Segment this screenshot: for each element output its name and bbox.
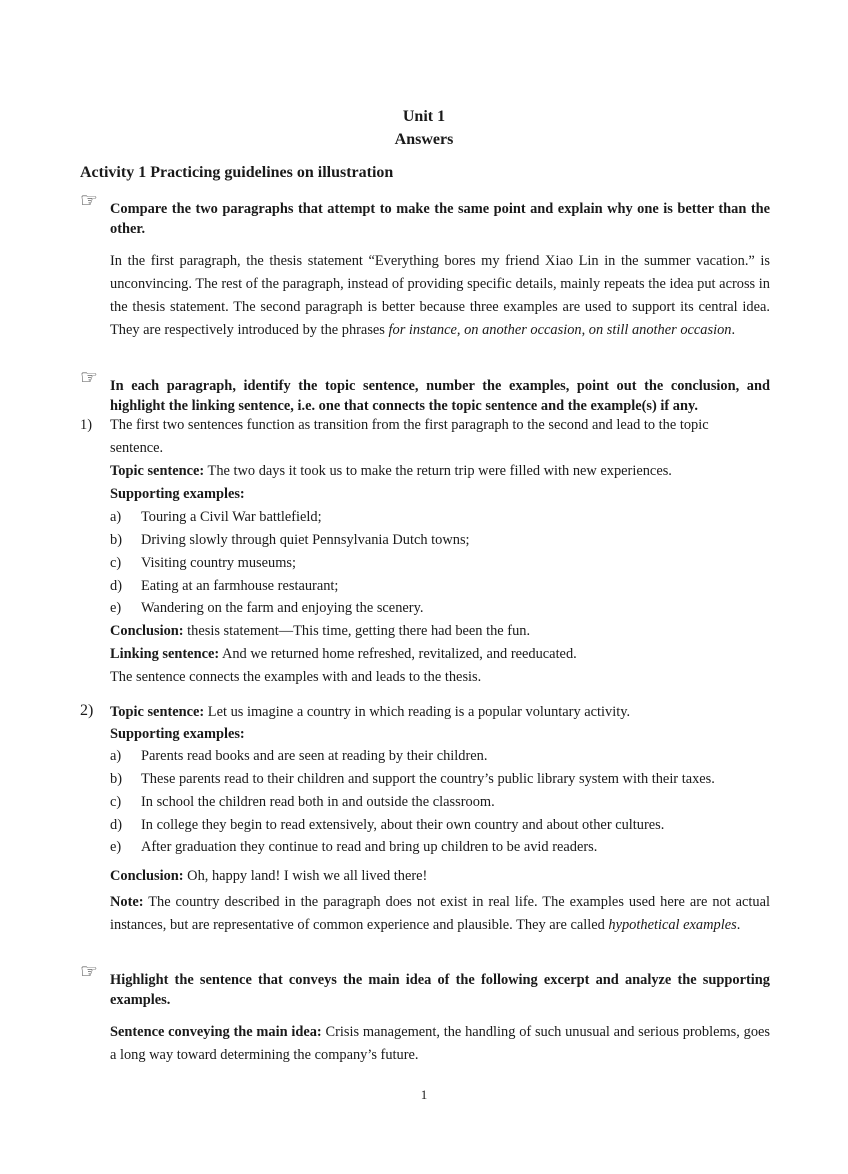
item2-conclusion [110, 868, 427, 885]
task3-instruction: Highlight the sentence that conveys the main idea of the following excerpt and analyze the supporting examples. [110, 972, 770, 1008]
example-letter: d) [110, 578, 122, 594]
topic-label: Topic sentence: [110, 463, 205, 479]
activity-heading: Activity 1 Practicing guidelines on illustration [80, 164, 394, 181]
item-number: 2) [80, 702, 94, 719]
linking-text: And we returned home refreshed, revitalized, and reeducated. [219, 646, 577, 662]
answers-title: Answers [394, 131, 454, 148]
conclusion-text: Oh, happy land! I wish we all lived there! [183, 868, 428, 884]
conclusion-text: thesis statement—This time, getting there had been the fun. [183, 623, 531, 639]
example-letter: a) [110, 509, 122, 525]
linking-label: Linking sentence: [110, 646, 220, 662]
example-text: Touring a Civil War battlefield; [141, 509, 322, 525]
pointing-hand-icon: ☞ [80, 961, 98, 983]
example-text: Wandering on the farm and enjoying the scenery. [141, 600, 424, 616]
pointing-hand-icon: ☞ [80, 367, 98, 389]
example-letter: e) [110, 839, 122, 855]
item1-conclusion [110, 623, 530, 640]
separator: , [456, 322, 465, 338]
topic-text: Let us imagine a country in which reading is a popular voluntary activity. [204, 704, 631, 720]
example-letter: b) [110, 771, 122, 787]
note-label: Note: [110, 894, 144, 910]
phrase-still-another: on still another occasion [588, 322, 732, 338]
example-letter: e) [110, 600, 122, 616]
example-text: Parents read books and are seen at reading by their children. [141, 748, 488, 764]
topic-text: The two days it took us to make the return trip were filled with new experiences. [204, 463, 672, 479]
conclusion-label: Conclusion: [110, 868, 184, 884]
main-idea-label: Sentence conveying the main idea: [110, 1024, 322, 1040]
page-number: 1 [420, 1087, 428, 1102]
phrase-for-instance: for instance [388, 322, 457, 338]
item2-note [110, 891, 770, 937]
example-text: Eating at an farmhouse restaurant; [141, 578, 339, 594]
main-idea-text: Crisis management, the handling of such unusual and serious problems, goes a long way toward determining the company’s future. [110, 1024, 770, 1063]
item1-intro-line1: The first two sentences function as transition from the first paragraph to the second and lead to the topic [110, 417, 709, 433]
item1-supporting-label [110, 486, 245, 503]
example-text: In college they begin to read extensively, about their own country and about other cultures. [141, 817, 665, 833]
supporting-label: Supporting examples: [110, 726, 245, 742]
task3-main-idea [110, 1021, 770, 1067]
example-letter: c) [110, 555, 122, 571]
item2-topic-sentence [110, 704, 630, 721]
example-text: In school the children read both in and outside the classroom. [141, 794, 495, 810]
period: . [736, 917, 741, 933]
task1-answer [110, 250, 770, 342]
item1-final-line: The sentence connects the examples with and leads to the thesis. [110, 669, 482, 685]
phrase-another-occasion: on another occasion [464, 322, 582, 338]
topic-label: Topic sentence: [110, 704, 205, 720]
task2-instruction: In each paragraph, identify the topic sentence, number the examples, point out the conclusion, and highlight the linking sentence, i.e. one that connects the topic sentence and the example(s) if any. [110, 378, 770, 414]
example-letter: c) [110, 794, 122, 810]
example-letter: b) [110, 532, 122, 548]
separator: , [581, 322, 589, 338]
item1-topic-sentence [110, 463, 672, 480]
example-text: After graduation they continue to read and bring up children to be avid readers. [141, 839, 598, 855]
task1-instruction: Compare the two paragraphs that attempt to make the same point and explain why one is better than the other. [110, 201, 770, 237]
item-number: 1) [80, 417, 92, 433]
note-text: The country described in the paragraph does not exist in real life. The examples used here are not actual instances, but are representative of common experience and plausible. They are called [110, 894, 770, 933]
unit-title: Unit 1 [402, 108, 446, 125]
period: . [731, 322, 736, 338]
example-letter: a) [110, 748, 122, 764]
item2-supporting-label [110, 726, 245, 743]
item1-linking [110, 646, 577, 663]
example-text: Visiting country museums; [141, 555, 297, 571]
hypothetical-examples-phrase: hypothetical examples [608, 917, 737, 933]
example-letter: d) [110, 817, 122, 833]
item1-intro-line2: sentence. [110, 440, 164, 456]
supporting-label: Supporting examples: [110, 486, 245, 502]
example-text: These parents read to their children and support the country’s public library system with their taxes. [141, 771, 715, 787]
example-text: Driving slowly through quiet Pennsylvania Dutch towns; [141, 532, 470, 548]
task1-answer-text: In the first paragraph, the thesis statement “Everything bores my friend Xiao Lin in the summer vacation.” is unconvincing. The rest of the paragraph, instead of providing specific details, mainly repeats the idea put across in the thesis statement. The second paragraph is better because three examples are used to support its central idea. They are respectively introduced by the phrases [110, 253, 770, 338]
pointing-hand-icon: ☞ [80, 190, 98, 212]
conclusion-label: Conclusion: [110, 623, 184, 639]
